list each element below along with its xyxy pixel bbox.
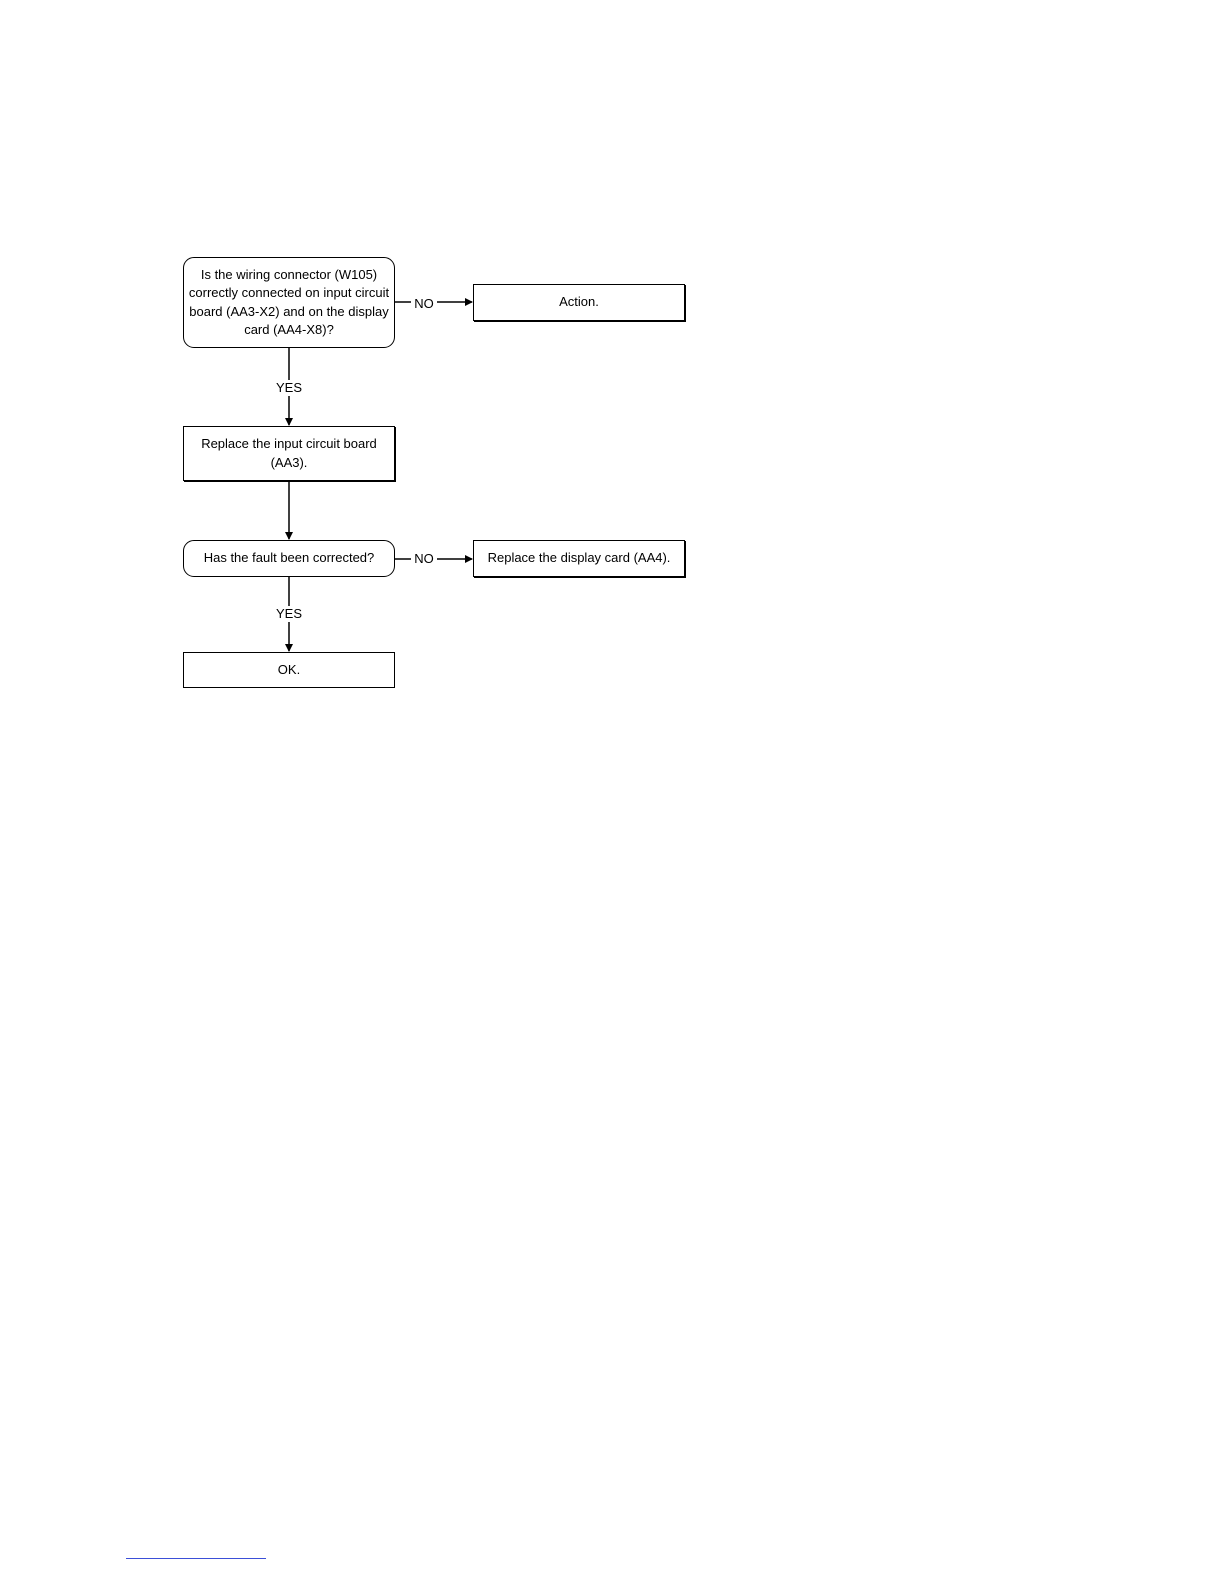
- action-box-text: Action.: [559, 294, 599, 310]
- edge-label-no-2: NO: [411, 551, 437, 567]
- decision-wiring-connector-text: Is the wiring connector (W105) correctly connected on input circuit board (AA3-X2) and on the display card (AA4-X8)?: [188, 266, 390, 337]
- edge-label-yes-1: YES: [271, 380, 307, 396]
- decision-fault-corrected-text: Has the fault been corrected?: [203, 550, 375, 566]
- action-box: [473, 284, 685, 321]
- ok-box-text: OK.: [277, 661, 301, 677]
- edge-label-yes-2: YES: [271, 606, 307, 622]
- edge-label-no-1: NO: [411, 296, 437, 312]
- replace-display-card-box: [473, 540, 685, 577]
- replace-input-board-box: [183, 426, 395, 481]
- replace-display-card-text: Replace the display card (AA4).: [487, 550, 671, 566]
- footer-rule: [126, 1558, 266, 1559]
- decision-wiring-connector: [183, 257, 395, 348]
- ok-box: [183, 652, 395, 688]
- replace-input-board-text: Replace the input circuit board (AA3).: [201, 436, 377, 470]
- decision-fault-corrected: [183, 540, 395, 577]
